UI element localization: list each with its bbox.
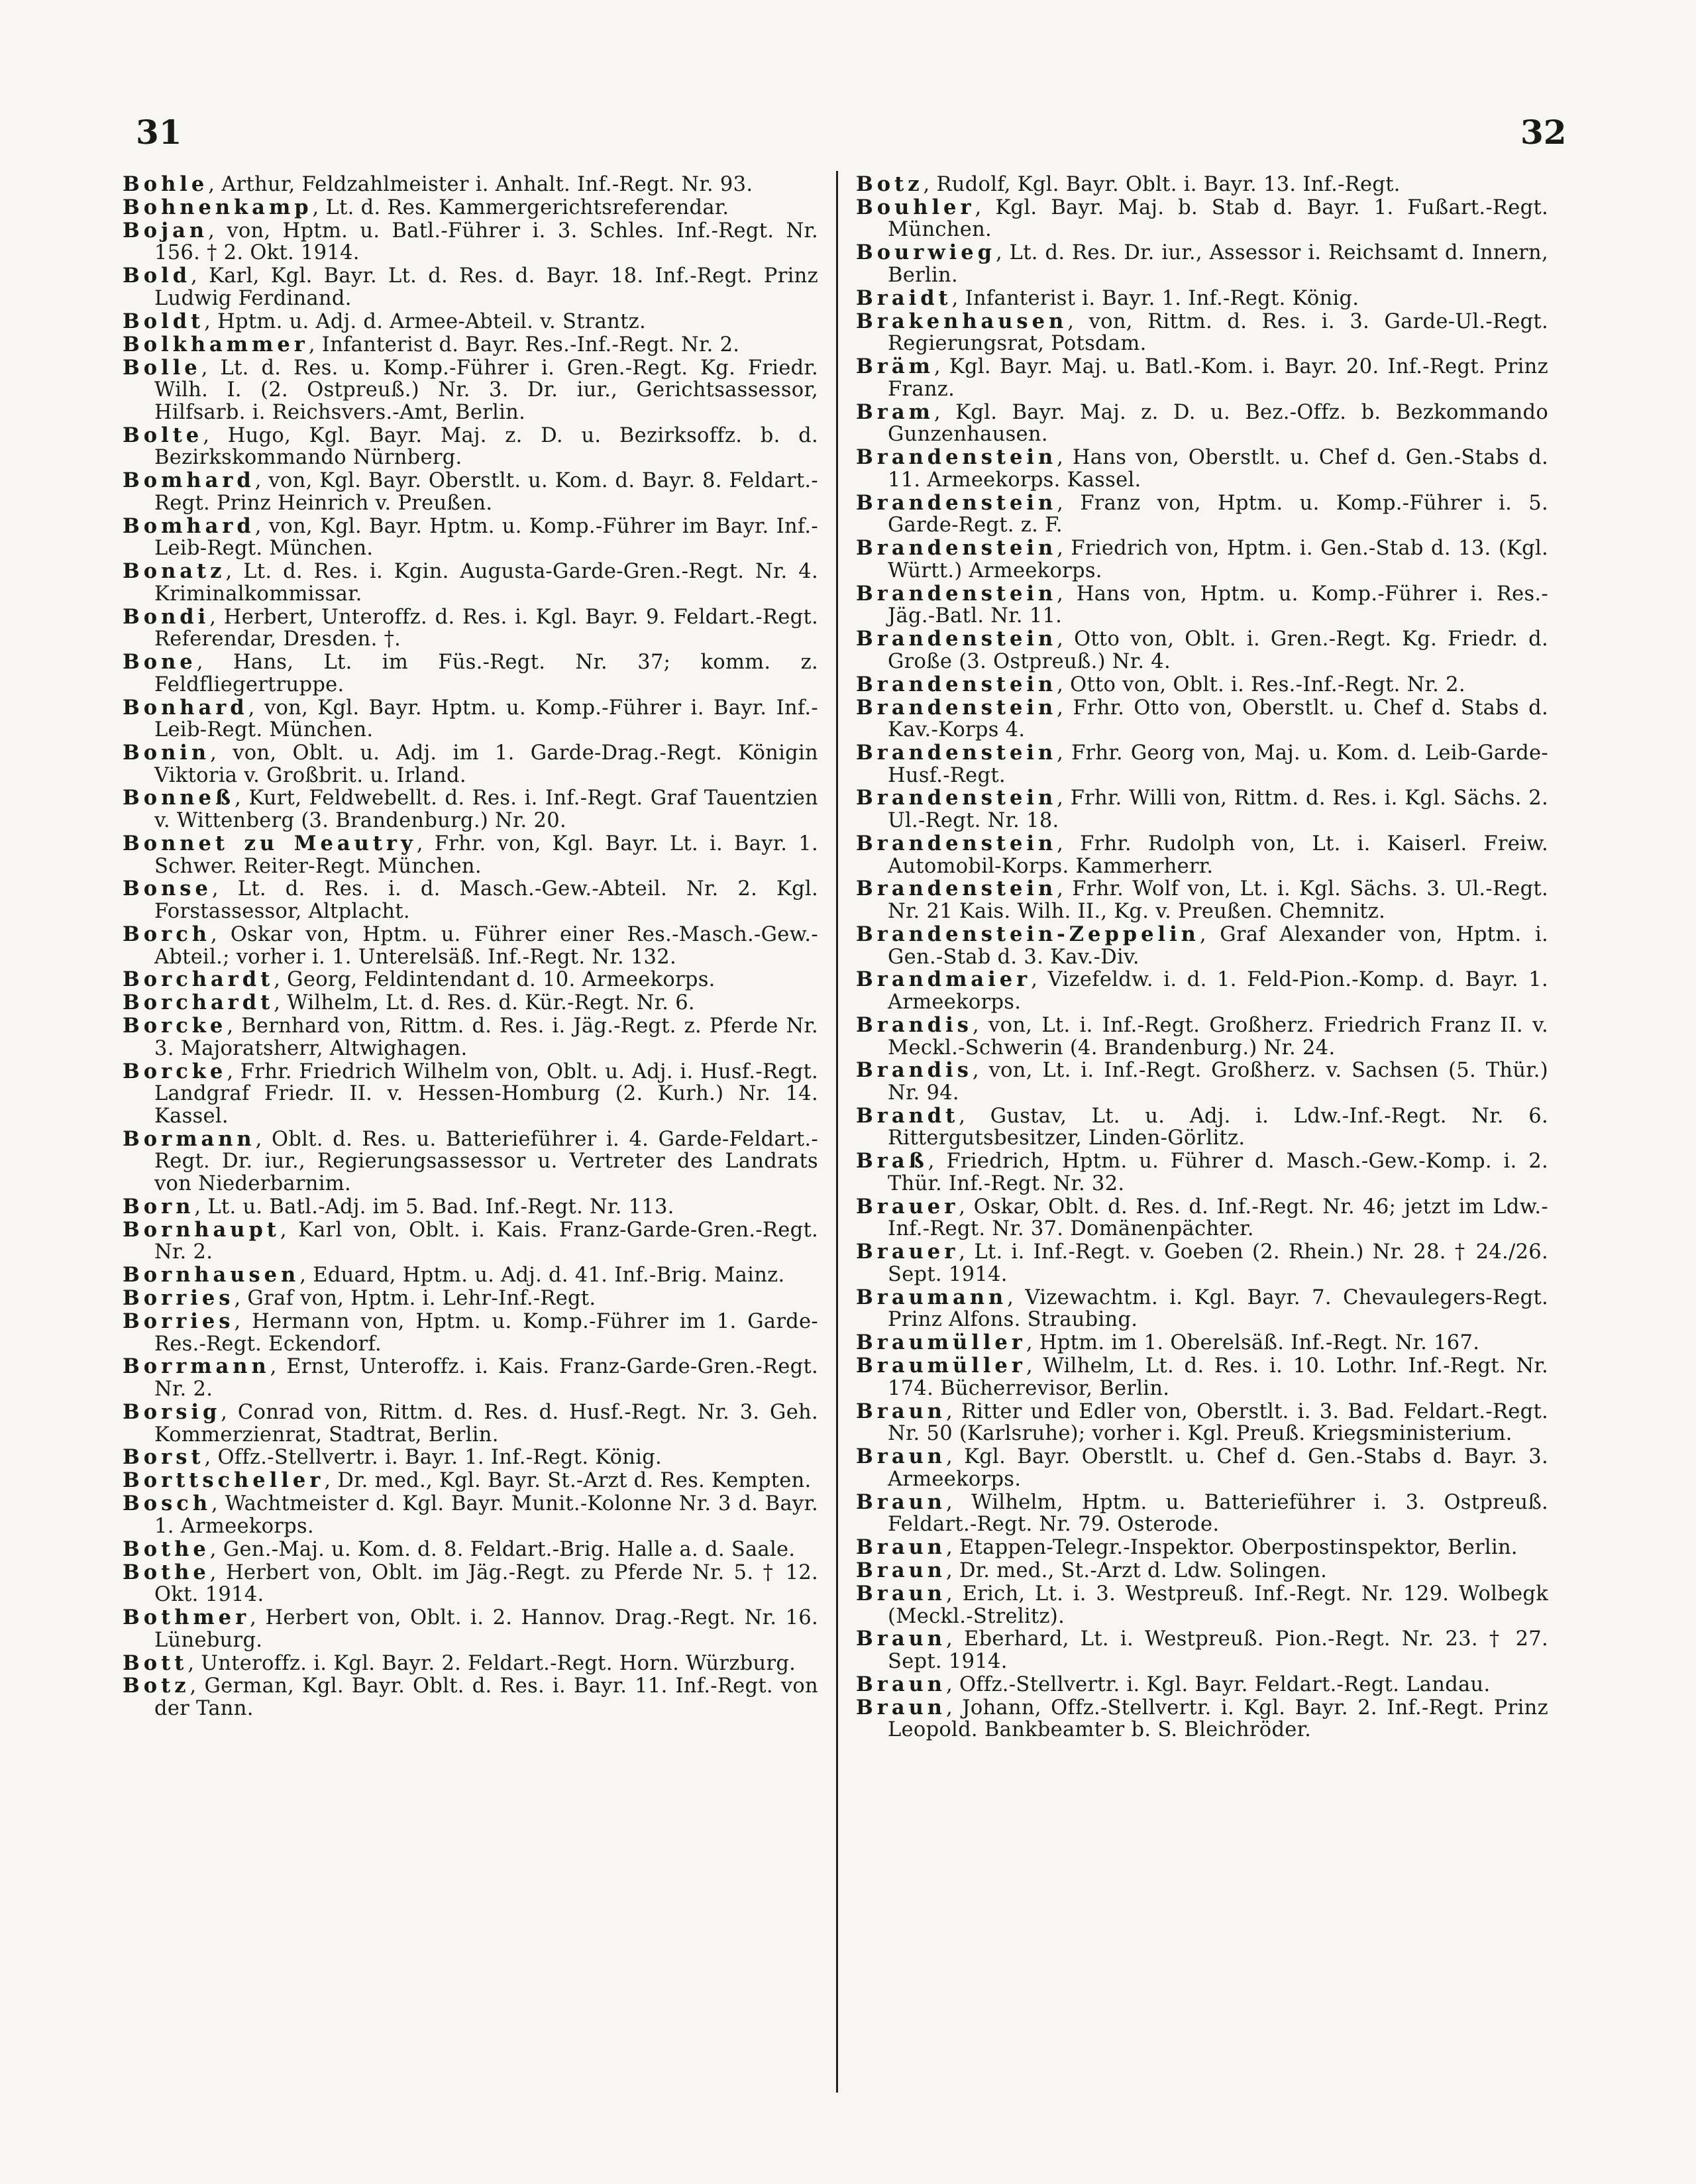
directory-entry	[123, 1219, 818, 1264]
entry-text: , Ernst, Unteroffz. i. Kais. Franz-Garde-Gren.-Regt. Nr. 2.	[154, 1355, 818, 1401]
entry-text: , Frhr. Wolf von, Lt. i. Kgl. Sächs. 3. Ul.-Regt. Nr. 21 Kais. Wilh. II., Kg. v. Preußen. Chemnitz.	[888, 877, 1548, 924]
entry-text: , Bernhard von, Rittm. d. Res. i. Jäg.-Regt. z. Pferde Nr. 3. Majoratsherr, Altwighagen.	[154, 1014, 818, 1060]
directory-entry	[856, 1150, 1548, 1195]
directory-entry	[123, 1493, 818, 1537]
entry-text: , Kgl. Bayr. Oberstlt. u. Chef d. Gen.-Stabs d. Bayr. 3. Armeekorps.	[888, 1445, 1548, 1491]
entry-name: Brauer	[856, 1194, 959, 1219]
directory-entry	[123, 1675, 818, 1720]
entry-name: Borchardt	[123, 967, 274, 992]
entry-name: Bonin	[123, 741, 211, 765]
entry-name: Braun	[856, 1581, 946, 1606]
entry-text: , Johann, Offz.-Stellvertr. i. Kgl. Bayr. 2. Inf.-Regt. Prinz Leopold. Bankbeamter b. S. Bleichröder.	[888, 1696, 1548, 1742]
entry-name: Bolkhammer	[123, 332, 309, 356]
entry-name: Bräm	[856, 355, 934, 379]
directory-entry	[123, 197, 818, 219]
entry-text: , Graf von, Hptm. i. Lehr-Inf.-Regt.	[234, 1287, 596, 1311]
entry-name: Braun	[856, 1558, 946, 1583]
directory-entry	[856, 833, 1548, 877]
entry-text: , Herbert von, Oblt. im Jäg.-Regt. zu Pferde Nr. 5. † 12. Okt. 1914.	[154, 1560, 818, 1607]
entry-text: , Hptm. im 1. Oberelsäß. Inf.-Regt. Nr. 167.	[1026, 1331, 1480, 1355]
entry-name: Bornhausen	[123, 1263, 300, 1287]
directory-entry	[123, 1653, 818, 1675]
entry-text: , von, Oblt. u. Adj. im 1. Garde-Drag.-Regt. Königin Viktoria v. Großbrit. u. Irland.	[154, 741, 818, 787]
entry-name: Bothe	[123, 1537, 210, 1561]
entry-name: Brandenstein	[856, 741, 1057, 765]
entry-text: , Hans, Lt. im Füs.-Regt. Nr. 37; komm. z. Feldfliegertruppe.	[154, 651, 818, 696]
entry-name: Bonatz	[123, 559, 226, 584]
entry-text: , Hans von, Hptm. u. Komp.-Führer i. Res.-Jäg.-Batl. Nr. 11.	[888, 582, 1548, 628]
page-number-right: 32	[1520, 113, 1567, 152]
directory-entry	[856, 1014, 1548, 1059]
entry-name: Bram	[856, 400, 934, 424]
entry-text: , Vizewachtm. i. Kgl. Bayr. 7. Chevaulegers-Regt. Prinz Alfons. Straubing.	[888, 1285, 1548, 1332]
directory-entry	[856, 1583, 1548, 1627]
directory-entry	[123, 969, 818, 991]
entry-name: Bosch	[123, 1492, 212, 1516]
directory-entry	[856, 787, 1548, 832]
entry-text: , von, Rittm. d. Res. i. 3. Garde-Ul.-Regt. Regierungsrat, Potsdam.	[888, 309, 1548, 356]
entry-name: Borcke	[123, 1059, 227, 1083]
entry-text: , Lt. d. Res. i. d. Masch.-Gew.-Abteil. Nr. 2. Kgl. Forstassessor, Altplacht.	[154, 877, 818, 924]
entry-text: , Arthur, Feldzahlmeister i. Anhalt. Inf.-Regt. Nr. 93.	[208, 173, 753, 196]
entry-text: , Unteroffz. i. Kgl. Bayr. 2. Feldart.-Regt. Horn. Würzburg.	[187, 1651, 796, 1675]
entry-name: Braumann	[856, 1285, 1008, 1309]
entry-name: Born	[123, 1194, 195, 1219]
directory-entry	[123, 1311, 818, 1355]
directory-entry	[123, 311, 818, 333]
directory-entry	[123, 1356, 818, 1400]
directory-entry	[856, 1332, 1548, 1354]
entry-name: Braun	[856, 1695, 946, 1720]
directory-entry	[123, 1287, 818, 1310]
entry-name: Borries	[123, 1309, 235, 1333]
entry-text: , Kgl. Bayr. Maj. z. D. u. Bez.-Offz. b. Bezkommando Gunzenhausen.	[888, 400, 1548, 447]
entry-name: Brandenstein-Zeppelin	[856, 922, 1200, 946]
directory-entry	[123, 787, 818, 832]
directory-entry	[856, 242, 1548, 286]
directory-entry	[856, 1674, 1548, 1696]
entry-text: , Herbert, Unteroffz. d. Res. i. Kgl. Bayr. 9. Feldart.-Regt. Referendar, Dresden. †.	[154, 605, 818, 651]
right-column	[856, 174, 1548, 1742]
entry-name: Bold	[123, 264, 191, 288]
entry-text: , von, Kgl. Bayr. Hptm. u. Komp.-Führer im Bayr. Inf.-Leib-Regt. München.	[154, 514, 818, 561]
directory-entry	[856, 583, 1548, 628]
directory-entry	[123, 651, 818, 696]
entry-name: Braß	[856, 1149, 928, 1174]
directory-entry	[123, 878, 818, 922]
entry-name: Braumüller	[856, 1331, 1026, 1355]
entry-name: Brandis	[856, 1058, 973, 1083]
entry-name: Braun	[856, 1445, 946, 1469]
directory-entry	[123, 265, 818, 309]
entry-text: , Lt. d. Res. Kammergerichtsreferendar.	[312, 195, 729, 219]
entry-name: Borst	[123, 1445, 205, 1470]
entry-text: , Kgl. Bayr. Maj. u. Batl.-Kom. i. Bayr. 20. Inf.-Regt. Prinz Franz.	[888, 355, 1548, 401]
entry-name: Bolle	[123, 355, 201, 380]
entry-name: Bohle	[123, 172, 209, 196]
entry-text: , Eduard, Hptm. u. Adj. d. 41. Inf.-Brig. Mainz.	[299, 1264, 785, 1287]
entry-name: Brandenstein	[856, 877, 1057, 901]
directory-entry	[123, 561, 818, 605]
entry-name: Botz	[856, 172, 924, 196]
entry-text: , Friedrich, Hptm. u. Führer d. Masch.-Gew.-Komp. i. 2. Thür. Inf.-Regt. Nr. 32.	[888, 1150, 1548, 1195]
entry-name: Borsig	[123, 1399, 221, 1424]
directory-entry	[123, 1562, 818, 1606]
entry-name: Brandenstein	[856, 581, 1057, 606]
entry-name: Borttscheller	[123, 1468, 325, 1493]
directory-entry	[856, 1105, 1548, 1150]
directory-entry	[123, 1061, 818, 1128]
entry-name: Bornhaupt	[123, 1217, 280, 1242]
directory-entry	[856, 1401, 1548, 1445]
directory-entry	[856, 697, 1548, 741]
entry-name: Bolte	[123, 423, 203, 447]
entry-name: Brandenstein	[856, 831, 1057, 855]
entry-name: Brandenstein	[856, 490, 1057, 515]
entry-text: , Kurt, Feldwebellt. d. Res. i. Inf.-Regt. Graf Tauentzien v. Wittenberg (3. Brandenburg.) Nr. 20.	[154, 787, 818, 833]
directory-entry	[856, 1196, 1548, 1240]
entry-text: , von, Kgl. Bayr. Hptm. u. Komp.-Führer i. Bayr. Inf.-Leib-Regt. München.	[154, 696, 818, 742]
entry-name: Borcke	[123, 1014, 227, 1038]
entry-text: , Oskar, Oblt. d. Res. d. Inf.-Regt. Nr. 46; jetzt im Ldw.-Inf.-Regt. Nr. 37. Domänenpächter.	[888, 1195, 1548, 1241]
directory-entry	[123, 470, 818, 514]
entry-text: , Frhr. Georg von, Maj. u. Kom. d. Leib-Garde-Husf.-Regt.	[888, 741, 1548, 787]
entry-text: , Dr. med., St.-Arzt d. Ldw. Solingen.	[945, 1559, 1328, 1583]
directory-entry	[123, 1539, 818, 1561]
directory-entry	[856, 924, 1548, 968]
entry-text: , Frhr. Otto von, Oberstlt. u. Chef d. Stabs d. Kav.-Korps 4.	[888, 696, 1548, 742]
entry-text: , Friedrich von, Hptm. i. Gen.-Stab d. 13. (Kgl. Württ.) Armeekorps.	[888, 537, 1548, 582]
directory-entry	[856, 1060, 1548, 1104]
entry-name: Bormann	[123, 1126, 256, 1151]
entry-name: Borch	[123, 922, 211, 946]
directory-entry	[123, 697, 818, 741]
entry-text: , Frhr. Rudolph von, Lt. i. Kaiserl. Freiw. Automobil-Korps. Kammerherr.	[888, 832, 1548, 878]
directory-entry	[123, 357, 818, 424]
entry-text: , Frhr. Friedrich Wilhelm von, Oblt. u. Adj. i. Husf.-Regt. Landgraf Friedr. II. v. Hessen-Homburg (2. Kurh.) Nr. 14. Kassel.	[154, 1060, 818, 1128]
entry-name: Brandenstein	[856, 536, 1057, 561]
entry-name: Botz	[123, 1674, 190, 1698]
directory-entry	[856, 1560, 1548, 1582]
entry-text: , Karl von, Oblt. i. Kais. Franz-Garde-Gren.-Regt. Nr. 2.	[154, 1218, 818, 1264]
directory-entry	[856, 1287, 1548, 1331]
entry-name: Bone	[123, 650, 197, 675]
entry-name: Boldt	[123, 309, 205, 333]
entry-name: Bonneß	[123, 786, 235, 810]
entry-text: , Hans von, Oberstlt. u. Chef d. Gen.-Stabs d. 11. Armeekorps. Kassel.	[888, 446, 1548, 492]
entry-text: , Ritter und Edler von, Oberstlt. i. 3. Bad. Feldart.-Regt. Nr. 50 (Karlsruhe); vorher i. Kgl. Preuß. Kriegsministerium.	[888, 1399, 1548, 1446]
entry-name: Brandenstein	[856, 695, 1057, 720]
entry-name: Braun	[856, 1672, 946, 1696]
directory-entry	[856, 674, 1548, 696]
entry-name: Braidt	[856, 286, 952, 310]
entry-text: , Erich, Lt. i. 3. Westpreuß. Inf.-Regt. Nr. 129. Wolbegk (Meckl.-Strelitz).	[888, 1582, 1548, 1628]
entry-name: Brandt	[856, 1103, 959, 1128]
directory-entry	[856, 1446, 1548, 1490]
entry-name: Braumüller	[856, 1354, 1026, 1378]
directory-entry	[856, 1492, 1548, 1536]
entry-text: , von, Hptm. u. Batl.-Führer i. 3. Schles. Inf.-Regt. Nr. 156. † 2. Okt. 1914.	[154, 219, 818, 265]
entry-text: , von, Lt. i. Inf.-Regt. Großherz. Friedrich Franz II. v. Meckl.-Schwerin (4. Brandenburg.) Nr. 24.	[888, 1013, 1548, 1060]
entry-text: , Rudolf, Kgl. Bayr. Oblt. i. Bayr. 13. Inf.-Regt.	[923, 173, 1401, 196]
directory-entry	[856, 537, 1548, 582]
directory-entry	[123, 924, 818, 968]
entry-name: Brandis	[856, 1012, 973, 1037]
directory-entry	[856, 1628, 1548, 1672]
entry-text: , Kgl. Bayr. Maj. b. Stab d. Bayr. 1. Fußart.-Regt. München.	[888, 195, 1548, 242]
entry-name: Brandenstein	[856, 786, 1057, 810]
entry-name: Bouhler	[856, 195, 975, 219]
directory-entry	[856, 1537, 1548, 1559]
entry-text: , Infanterist i. Bayr. 1. Inf.-Regt. König.	[951, 286, 1359, 310]
directory-entry	[856, 356, 1548, 400]
directory-entry	[123, 516, 818, 560]
entry-name: Borrmann	[123, 1354, 270, 1379]
entry-name: Braun	[856, 1535, 946, 1560]
directory-entry	[123, 1401, 818, 1446]
directory-entry	[856, 174, 1548, 196]
entry-name: Braun	[856, 1627, 946, 1651]
directory-entry	[123, 606, 818, 651]
directory-entry	[856, 1241, 1548, 1285]
directory-entry	[123, 1128, 818, 1195]
directory-entry	[123, 1447, 818, 1469]
directory-entry	[856, 969, 1548, 1013]
entry-name: Bonnet zu Meautry	[123, 831, 417, 855]
entry-name: Bott	[123, 1651, 188, 1675]
entry-text: , Wilhelm, Lt. d. Res. d. Kür.-Regt. Nr. 6.	[274, 991, 695, 1015]
entry-text: , Franz von, Hptm. u. Komp.-Führer i. 5. Garde-Regt. z. F.	[888, 491, 1548, 537]
directory-entry	[856, 878, 1548, 922]
directory-entry	[123, 220, 818, 264]
directory-entry	[856, 628, 1548, 673]
entry-text: , Herbert von, Oblt. i. 2. Hannov. Drag.-Regt. Nr. 16. Lüneburg.	[154, 1606, 818, 1652]
directory-entry	[123, 334, 818, 356]
entry-text: , Lt. d. Res. i. Kgin. Augusta-Garde-Gren.-Regt. Nr. 4. Kriminalkommissar.	[154, 560, 818, 606]
entry-name: Bourwieg	[856, 241, 996, 265]
entry-name: Brandmaier	[856, 967, 1032, 992]
entry-name: Braun	[856, 1399, 946, 1423]
entry-text: , Oblt. d. Res. u. Batterieführer i. 4. Garde-Feldart.-Regt. Dr. iur., Regierungsassessor u. Vertreter des Landrats von Niederbarnim.	[154, 1127, 818, 1195]
left-column	[123, 174, 818, 1721]
entry-name: Bojan	[123, 218, 209, 243]
entry-name: Bomhard	[123, 514, 255, 538]
entry-text: , Gen.-Maj. u. Kom. d. 8. Feldart.-Brig. Halle a. d. Saale.	[209, 1537, 796, 1561]
entry-text: , Lt. i. Inf.-Regt. v. Goeben (2. Rhein.) Nr. 28. † 24./26. Sept. 1914.	[888, 1240, 1548, 1286]
column-divider	[836, 171, 838, 2093]
directory-entry	[856, 1697, 1548, 1741]
directory-entry	[856, 742, 1548, 787]
directory-entry	[123, 425, 818, 469]
directory-entry	[123, 1264, 818, 1287]
entry-text: , Lt. d. Res. u. Komp.-Führer i. Gren.-Regt. Kg. Friedr. Wilh. I. (2. Ostpreuß.) Nr. 3. Dr. iur., Gerichtsassessor, Hilfsarb. i. Reichsvers.-Amt, Berlin.	[154, 356, 818, 424]
directory-entry	[123, 174, 818, 196]
entry-name: Bonse	[123, 877, 212, 901]
directory-entry	[856, 1355, 1548, 1399]
entry-text: , Wachtmeister d. Kgl. Bayr. Munit.-Kolonne Nr. 3 d. Bayr. 1. Armeekorps.	[154, 1492, 818, 1538]
entry-name: Brandenstein	[856, 672, 1057, 696]
entry-name: Bohnenkamp	[123, 195, 313, 219]
entry-text: , Eberhard, Lt. i. Westpreuß. Pion.-Regt. Nr. 23. † 27. Sept. 1914.	[888, 1627, 1548, 1673]
entry-name: Borchardt	[123, 991, 274, 1015]
entry-text: , Gustav, Lt. u. Adj. i. Ldw.-Inf.-Regt. Nr. 6. Rittergutsbesitzer, Linden-Görlitz.	[888, 1104, 1548, 1150]
entry-text: , Etappen-Telegr.-Inspektor. Oberpostinspektor, Berlin.	[945, 1536, 1518, 1560]
directory-entry	[123, 1607, 818, 1651]
directory-entry	[856, 402, 1548, 446]
entry-name: Brandenstein	[856, 627, 1057, 651]
directory-entry	[856, 447, 1548, 491]
entry-text: , Offz.-Stellvertr. i. Bayr. 1. Inf.-Regt. König.	[204, 1446, 662, 1470]
entry-text: , Conrad von, Rittm. d. Res. d. Husf.-Regt. Nr. 3. Geh. Kommerzienrat, Stadtrat, Berlin.	[154, 1400, 818, 1447]
entry-text: , Wilhelm, Hptm. u. Batterieführer i. 3. Ostpreuß. Feldart.-Regt. Nr. 79. Osterode.	[888, 1490, 1548, 1537]
entry-text: , Frhr. Willi von, Rittm. d. Res. i. Kgl. Sächs. 2. Ul.-Regt. Nr. 18.	[888, 787, 1548, 833]
entry-text: , Wilhelm, Lt. d. Res. i. 10. Lothr. Inf.-Regt. Nr. 174. Bücherrevisor, Berlin.	[888, 1354, 1548, 1400]
entry-name: Bothmer	[123, 1606, 250, 1630]
directory-entry	[123, 1015, 818, 1060]
directory-entry	[123, 1196, 818, 1219]
entry-text: , Otto von, Oblt. i. Gren.-Regt. Kg. Friedr. d. Große (3. Ostpreuß.) Nr. 4.	[888, 628, 1548, 673]
entry-name: Brandenstein	[856, 445, 1057, 470]
entry-text: , Lt. u. Batl.-Adj. im 5. Bad. Inf.-Regt. Nr. 113.	[194, 1195, 674, 1219]
directory-entry	[856, 311, 1548, 355]
entry-text: , Otto von, Oblt. i. Res.-Inf.-Regt. Nr. 2.	[1057, 673, 1465, 696]
directory-entry	[123, 992, 818, 1014]
entry-name: Borries	[123, 1286, 235, 1311]
entry-text: , von, Lt. i. Inf.-Regt. Großherz. v. Sachsen (5. Thür.) Nr. 94.	[888, 1059, 1548, 1105]
entry-text: , Hermann von, Hptm. u. Komp.-Führer im 1. Garde-Res.-Regt. Eckendorf.	[154, 1310, 818, 1356]
entry-text: , Dr. med., Kgl. Bayr. St.-Arzt d. Res. Kempten.	[324, 1469, 812, 1493]
entry-name: Braun	[856, 1490, 946, 1514]
directory-entry	[856, 492, 1548, 537]
entry-text: , Karl, Kgl. Bayr. Lt. d. Res. d. Bayr. 18. Inf.-Regt. Prinz Ludwig Ferdinand.	[154, 264, 818, 310]
entry-text: , Georg, Feldintendant d. 10. Armeekorps.	[274, 968, 716, 992]
entry-text: , Vizefeldw. i. d. 1. Feld-Pion.-Komp. d. Bayr. 1. Armeekorps.	[888, 968, 1548, 1014]
entry-text: , Infanterist d. Bayr. Res.-Inf.-Regt. Nr. 2.	[308, 333, 740, 356]
page-number-left: 31	[136, 113, 182, 152]
directory-entry	[123, 742, 818, 787]
entry-text: , Hptm. u. Adj. d. Armee-Abteil. v. Strantz.	[204, 309, 647, 333]
entry-text: , Frhr. von, Kgl. Bayr. Lt. i. Bayr. 1. Schwer. Reiter-Regt. München.	[154, 832, 818, 878]
directory-entry	[856, 288, 1548, 310]
directory-entry	[123, 1470, 818, 1492]
entry-text: , von, Kgl. Bayr. Oberstlt. u. Kom. d. Bayr. 8. Feldart.-Regt. Prinz Heinrich v. Preußen.	[154, 469, 818, 515]
entry-text: , Oskar von, Hptm. u. Führer einer Res.-Masch.-Gew.-Abteil.; vorher i. 1. Unterelsäß. Inf.-Regt. Nr. 132.	[154, 922, 818, 969]
entry-text: , Graf Alexander von, Hptm. i. Gen.-Stab d. 3. Kav.-Div.	[888, 922, 1548, 969]
directory-entry	[856, 197, 1548, 241]
entry-text: , German, Kgl. Bayr. Oblt. d. Res. i. Bayr. 11. Inf.-Regt. von der Tann.	[154, 1674, 818, 1721]
entry-text: , Hugo, Kgl. Bayr. Maj. z. D. u. Bezirksoffz. b. d. Bezirkskommando Nürnberg.	[154, 423, 818, 470]
entry-name: Bothe	[123, 1560, 210, 1584]
entry-name: Brauer	[856, 1240, 959, 1264]
entry-name: Bonhard	[123, 695, 248, 720]
entry-name: Brakenhausen	[856, 309, 1068, 333]
directory-entry	[123, 833, 818, 877]
entry-name: Bondi	[123, 604, 210, 629]
entry-name: Bomhard	[123, 468, 255, 493]
entry-text: , Lt. d. Res. Dr. iur., Assessor i. Reichsamt d. Innern, Berlin.	[888, 241, 1548, 287]
entry-text: , Offz.-Stellvertr. i. Kgl. Bayr. Feldart.-Regt. Landau.	[945, 1672, 1491, 1696]
